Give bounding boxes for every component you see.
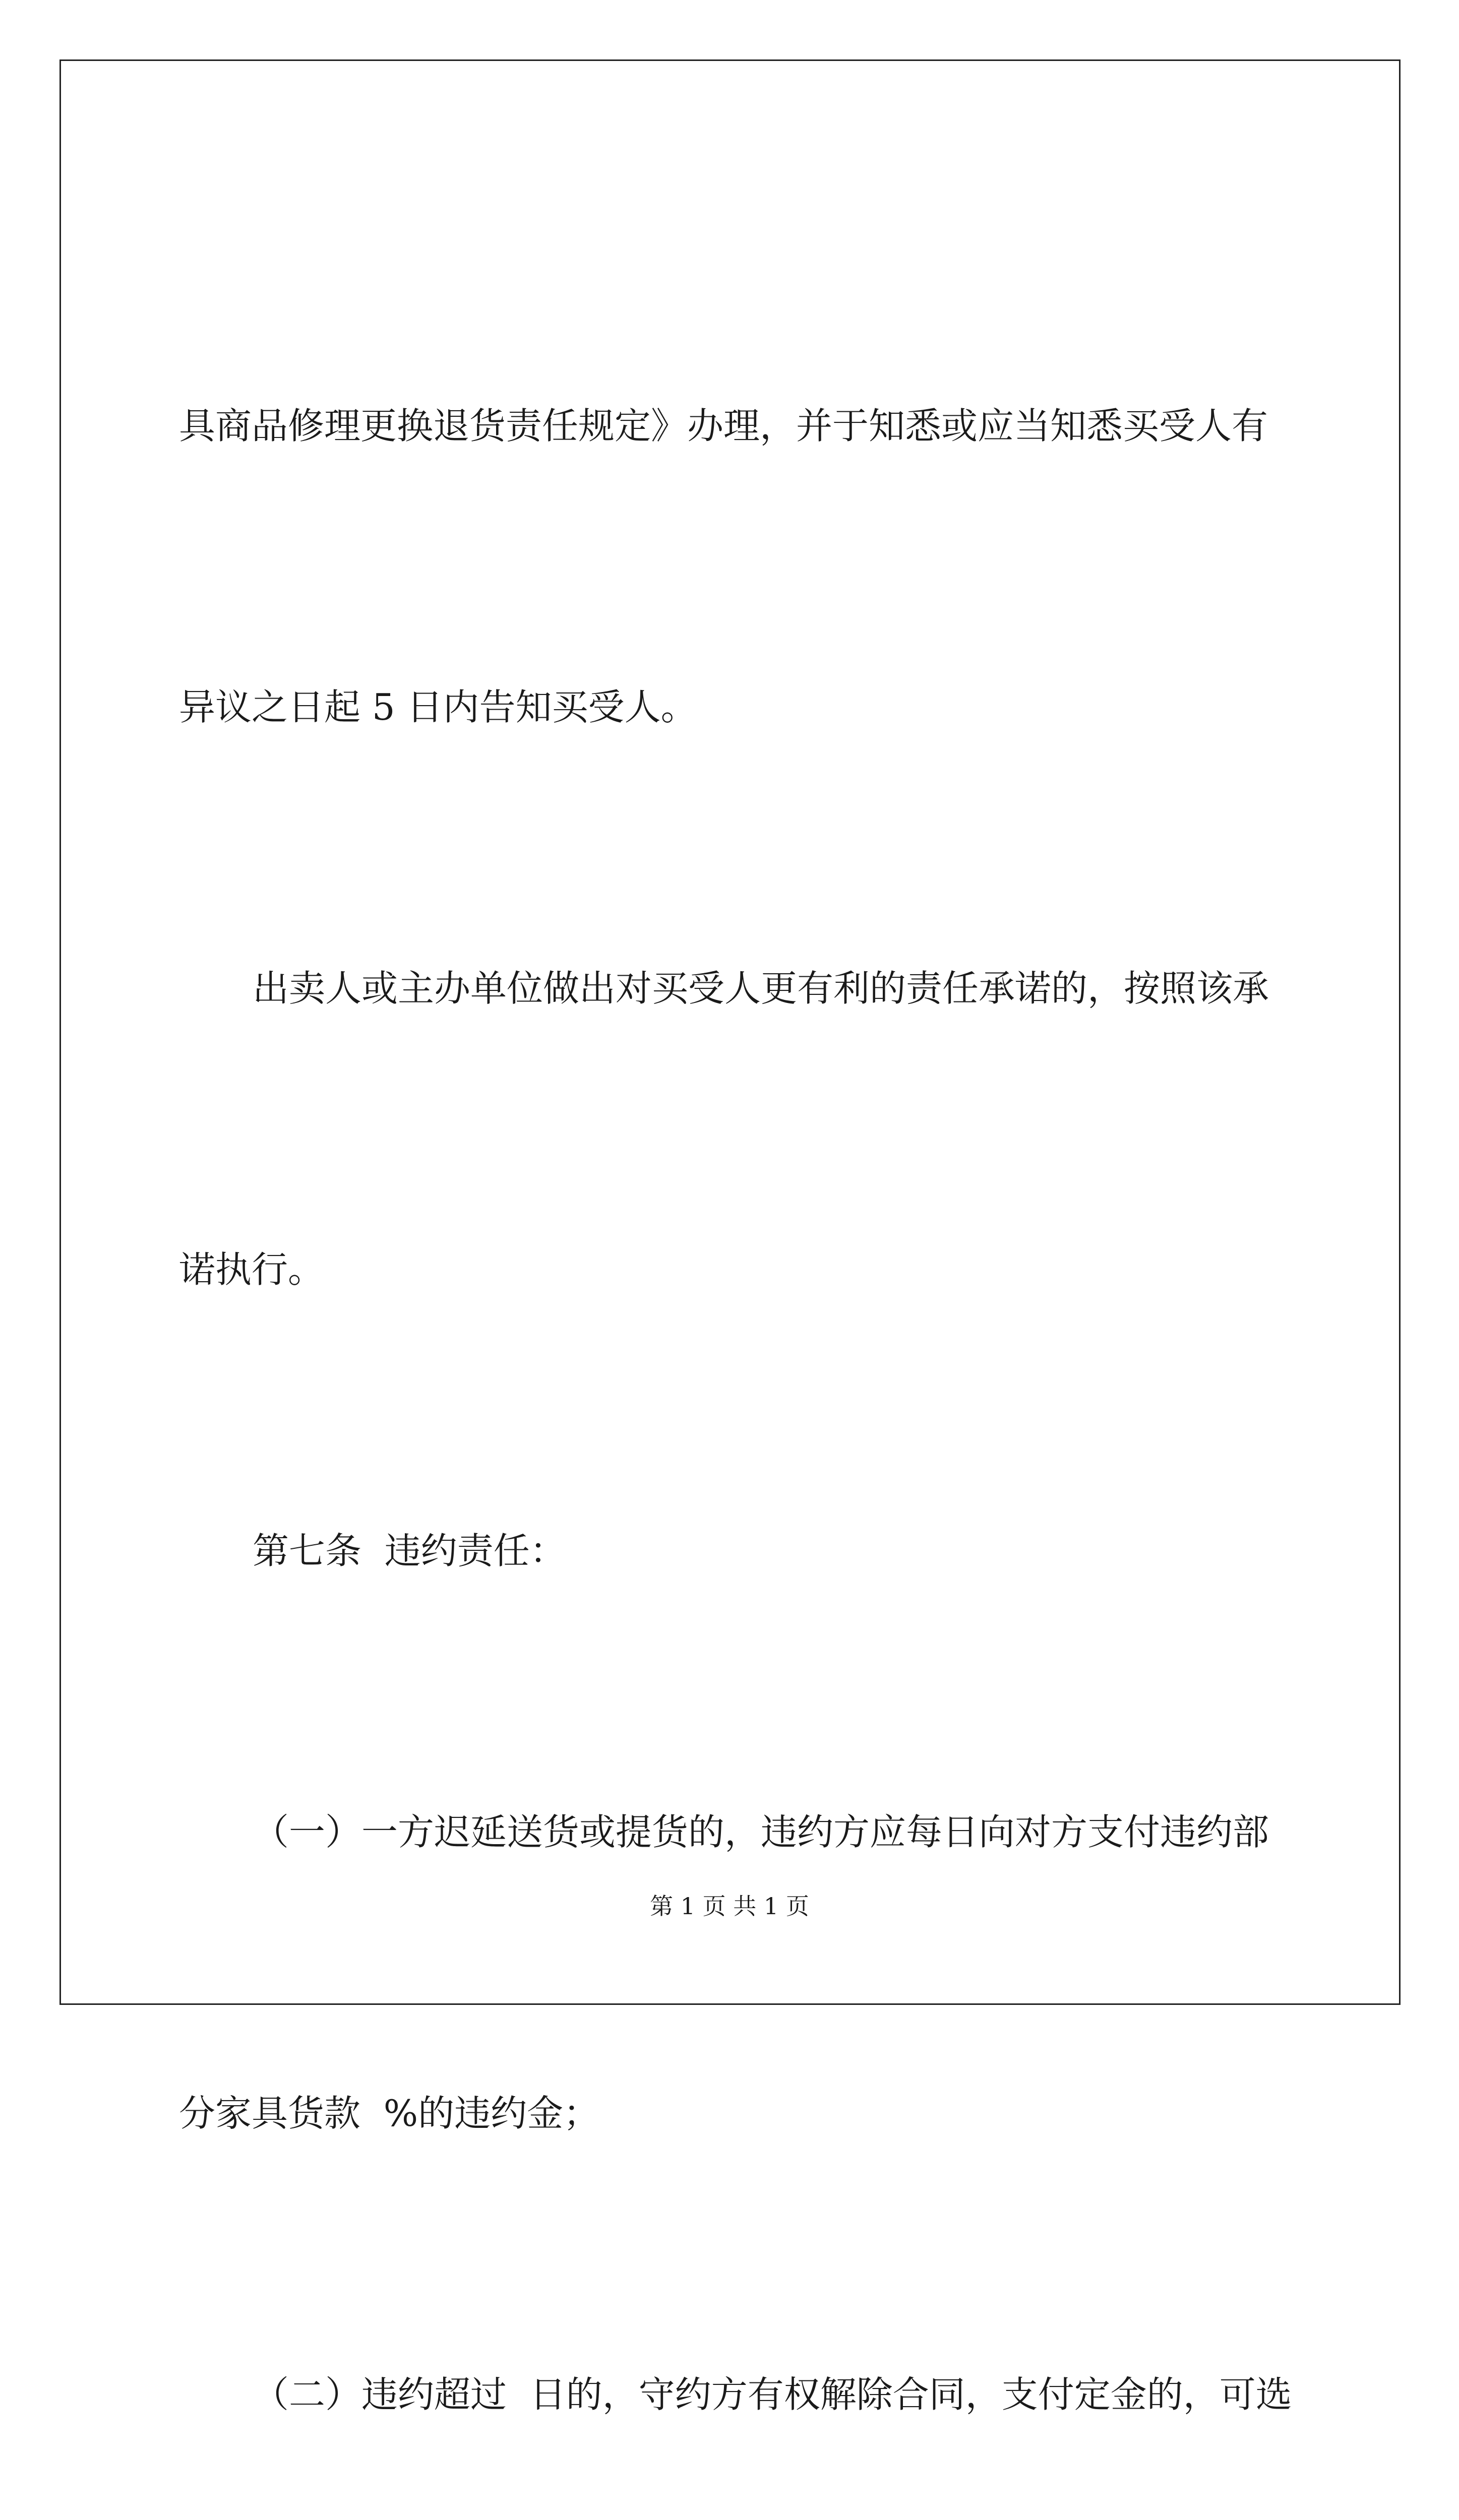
text-line: 分家具货款 %的违约金； [179,2092,600,2134]
text-line: 具商品修理更换退货责任规定》办理，并于知悉或应当知悉买受人有 [179,405,1268,447]
page-footer: 第 1 页 共 1 页 [650,1893,809,1920]
text-line: 出卖人或主办单位做出对买受人更有利的责任承诺的，按照该承 [253,967,1269,1010]
text-line: （一）一方迟延送货或提货的，违约方应每日向对方支付违约部 [253,1811,1269,1853]
document-body [179,192,1292,2520]
article-heading: 第七条 违约责任： [253,1530,566,1572]
text-line: （二）违约超过 日的，守约方有权解除合同，支付定金的，可选 [253,2373,1292,2416]
text-line: 诺执行。 [179,1248,325,1291]
text-block [179,192,1292,2520]
text-line: 异议之日起 5 日内告知买受人。 [179,686,697,728]
